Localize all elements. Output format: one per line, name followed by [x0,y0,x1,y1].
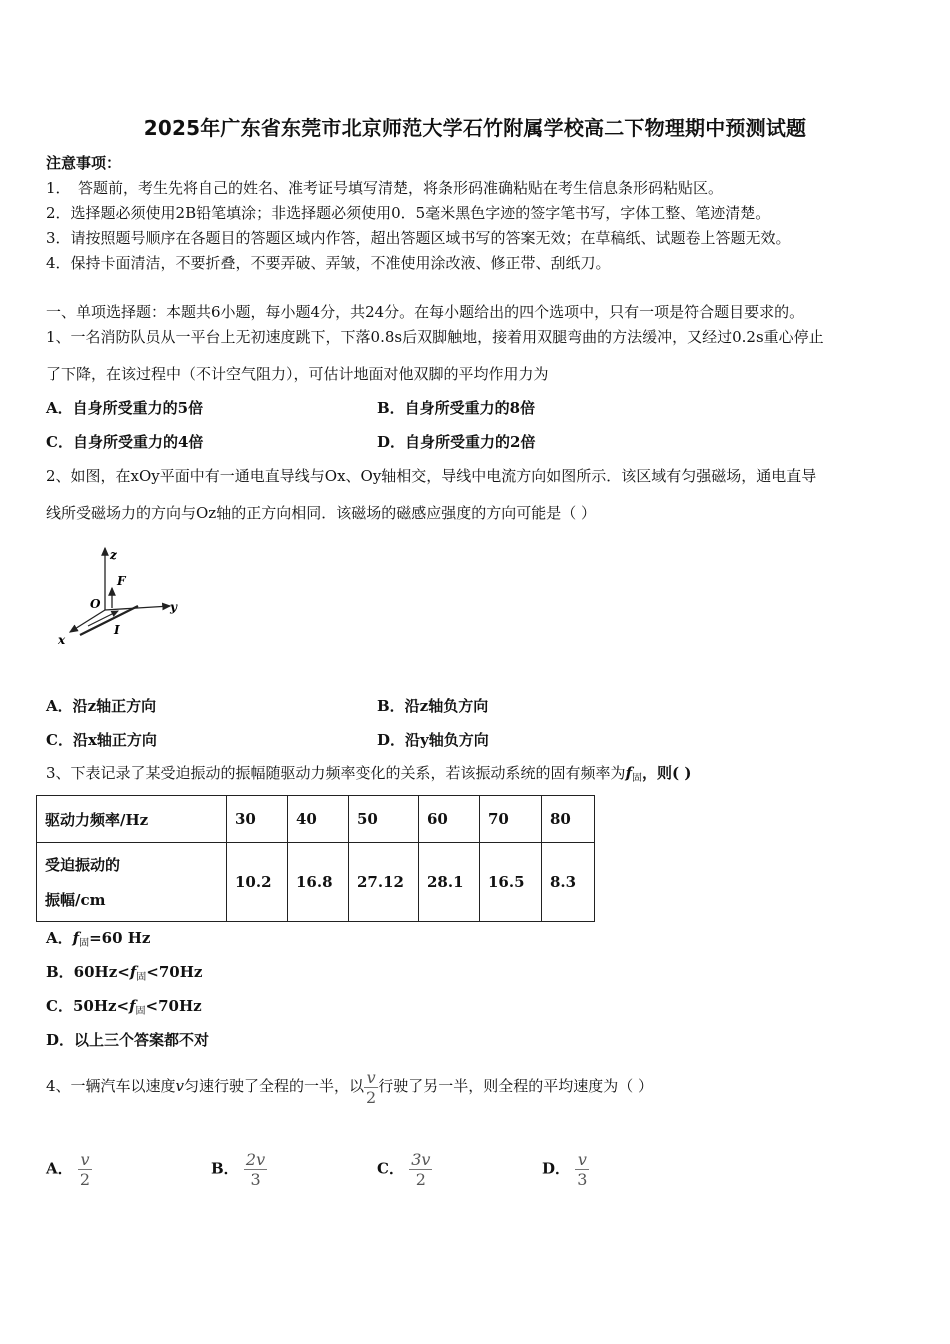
f-symbol: f [625,764,633,782]
table-row [37,843,595,922]
fraction-numerator: v [78,1150,92,1170]
table-cell: 10.2 [227,843,288,922]
table-cell: 27.12 [349,843,419,922]
f-subscript: 固 [136,972,147,983]
note-item: 3．请按照题号顺序在各题目的答题区域内作答，超出答题区域书写的答案无效；在草稿纸、试题卷上答题无效。 [46,229,791,247]
x-axis [70,610,105,632]
q1-option-d[interactable]: D．自身所受重力的2倍 [377,433,536,451]
label-x: x [58,633,66,647]
axes-figure [50,540,190,650]
option-label: A． [46,1159,73,1178]
v-symbol: v [175,1077,185,1095]
table-cell: 28.1 [419,843,480,922]
option-text: =60 Hz [89,929,151,947]
fraction-denominator: 2 [79,1170,91,1189]
option-label: A． [46,929,73,947]
option-fraction [409,1150,432,1189]
q4-option-d[interactable] [542,1150,589,1189]
q4-stem [46,1066,653,1107]
f-subscript: 固 [79,938,90,949]
table-header-line: 受迫振动的 [45,856,121,874]
table-cell: 60 [419,796,480,843]
label-i: I [114,623,120,637]
q2-stem-line1: 2、如图，在xOy平面中有一通电直导线与Ox、Oy轴相交，导线中电流方向如图所示．该区域有匀强磁场，通电直导 [46,467,817,485]
page-title: 2025年广东省东莞市北京师范大学石竹附属学校高二下物理期中预测试题 [143,116,807,140]
q4-option-a[interactable] [46,1150,92,1189]
q2-stem-line2: 线所受磁场力的方向与Oz轴的正方向相同．该磁场的磁感应强度的方向可能是（ ） [46,504,596,522]
q4-stem-post: 行驶了另一半，则全程的平均速度为（ ） [378,1077,654,1095]
table-header [37,843,227,922]
table-cell: 80 [542,796,595,843]
fraction-numerator: 2v [245,1150,266,1169]
table-cell: 16.8 [288,843,349,922]
table-row [37,796,595,843]
fraction-numerator: v [364,1068,378,1088]
table-cell: 16.5 [480,843,542,922]
q3-stem-pre: 3、下表记录了某受迫振动的振幅随驱动力频率变化的关系，若该振动系统的固有频率为 [46,764,626,782]
label-y: y [170,600,177,614]
note-item: 4．保持卡面清洁，不要折叠，不要弄破、弄皱，不准使用涂改液、修正带、刮纸刀。 [46,254,611,272]
option-fraction [244,1150,267,1189]
q3-option-c[interactable] [46,996,202,1022]
option-label: B．60Hz< [46,963,130,981]
q1-stem-line2: 了下降，在该过程中（不计空气阻力），可估计地面对他双脚的平均作用力为 [46,365,549,383]
q3-option-a[interactable] [46,928,150,954]
option-fraction [78,1150,92,1189]
q3-option-d[interactable]: D．以上三个答案都不对 [46,1031,210,1049]
fraction-denominator: 2 [415,1170,426,1189]
half-v-fraction [364,1068,378,1107]
fraction-numerator: 3v [411,1150,431,1169]
table-cell: 70 [480,796,542,843]
table-header: 驱动力频率/Hz [37,796,227,843]
q2-option-d[interactable]: D．沿y轴负方向 [377,731,489,749]
fraction-denominator: 3 [250,1170,261,1189]
note-item: 2．选择题必须使用2B铅笔填涂；非选择题必须使用0．5毫米黑色字迹的签字笔书写，字体工整、笔迹清楚。 [46,204,771,222]
note-item: 1． 答题前，考生先将自己的姓名、准考证号填写清楚，将条形码准确粘贴在考生信息条形码粘贴区。 [46,179,724,197]
option-label: B． [211,1159,239,1178]
table-header-line: 振幅/cm [45,891,106,909]
option-fraction [575,1150,589,1189]
q2-option-b[interactable]: B．沿z轴负方向 [377,697,489,715]
q4-option-c[interactable] [377,1150,432,1189]
table-cell: 40 [288,796,349,843]
q4-stem-pre: 4、一辆汽车以速度 [46,1077,176,1095]
notes-heading: 注意事项： [46,154,122,172]
q1-stem-line1: 1、一名消防队员从一平台上无初速度跳下，下落0.8s后双脚触地，接着用双腿弯曲的方法缓冲，又经过0.2s重心停止 [46,328,824,346]
q3-option-b[interactable] [46,962,202,988]
q1-option-b[interactable]: B．自身所受重力的8倍 [377,399,536,417]
q2-option-c[interactable]: C．沿x轴正方向 [46,731,157,749]
label-z: z [110,548,117,562]
fraction-numerator: v [575,1150,589,1170]
option-label: D． [542,1159,571,1178]
table-cell: 50 [349,796,419,843]
q1-option-a[interactable]: A．自身所受重力的5倍 [46,399,204,417]
f-subscript: 固 [632,773,643,784]
label-o: O [90,597,101,611]
q3-stem [46,763,691,789]
option-text: <70Hz [146,963,203,981]
q4-stem-mid: 匀速行驶了全程的一半，以 [184,1077,365,1095]
q2-option-a[interactable]: A．沿z轴正方向 [46,697,157,715]
fraction-denominator: 2 [366,1087,377,1107]
section-heading: 一、单项选择题：本题共6小题，每小题4分，共24分。在每小题给出的四个选项中，只有一项是符合题目要求的。 [46,303,805,321]
q1-option-c[interactable]: C．自身所受重力的4倍 [46,433,204,451]
f-symbol: f [129,963,137,981]
q4-option-b[interactable] [211,1150,267,1189]
q3-stem-post: ，则( ) [642,764,692,782]
label-f: F [117,574,126,588]
f-symbol: f [72,929,80,947]
amplitude-table [36,795,595,922]
table-cell: 8.3 [542,843,595,922]
f-subscript: 固 [135,1006,146,1017]
table-cell: 30 [227,796,288,843]
option-label: C．50Hz< [46,997,130,1015]
option-label: C． [377,1159,404,1178]
option-text: <70Hz [145,997,202,1015]
fraction-denominator: 3 [577,1170,588,1189]
f-symbol: f [129,997,136,1015]
